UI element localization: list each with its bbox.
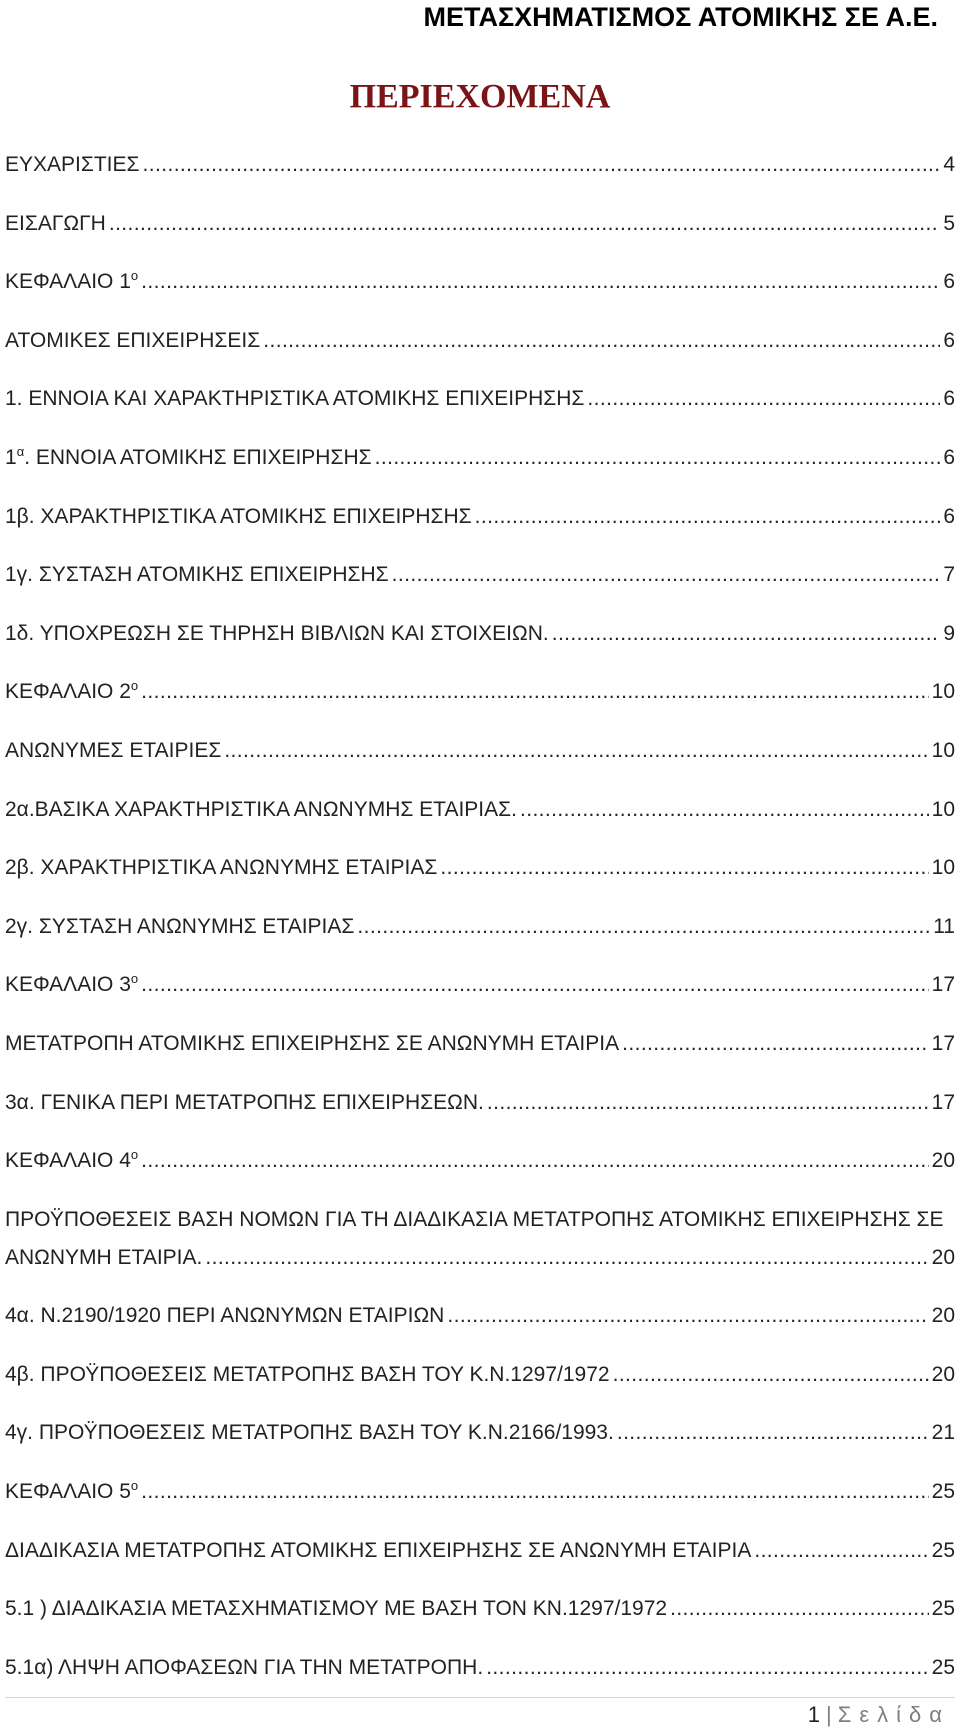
toc-entry-text	[5, 150, 140, 180]
toc-entry-superscript: ο	[130, 1478, 139, 1494]
toc-entry-title: 2α.ΒΑΣΙΚΑ ΧΑΡΑΚΤΗΡΙΣΤΙΚΑ ΑΝΩΝΥΜΗΣ ΕΤΑΙΡΙΑΣ.	[5, 797, 517, 821]
toc-entry-text	[5, 1477, 138, 1507]
toc-page-number: 17	[931, 1031, 955, 1055]
toc-entry-line-2	[5, 1243, 955, 1273]
toc-page-number: 6	[943, 445, 955, 469]
toc-leader-dots	[263, 326, 940, 356]
toc-leader-dots	[143, 150, 941, 180]
toc-page-number: 5	[943, 211, 955, 235]
toc-page-number: 25	[931, 1480, 955, 1504]
toc-entry[interactable]	[5, 1029, 955, 1059]
toc-title: ΠΕΡΙΕΧΟΜΕΝΑ	[349, 78, 611, 115]
toc-leader-dots	[392, 560, 941, 590]
toc-leader-dots	[475, 502, 941, 532]
toc-entry-text	[5, 795, 517, 825]
toc-entry-title: 4β. ΠΡΟΫΠΟΘΕΣΕΙΣ ΜΕΤΑΤΡΟΠΗΣ ΒΑΣΗ ΤΟΥ Κ.Ν.1297/1972	[5, 1362, 610, 1386]
toc-entry-title: 4γ. ΠΡΟΫΠΟΘΕΣΕΙΣ ΜΕΤΑΤΡΟΠΗΣ ΒΑΣΗ ΤΟΥ Κ.Ν.2166/1993.	[5, 1421, 614, 1445]
toc-entry[interactable]	[5, 1653, 955, 1683]
toc-leader-dots	[141, 677, 929, 707]
toc-page-number: 25	[931, 1538, 955, 1562]
page-number: 1	[807, 1702, 821, 1727]
toc-leader-dots	[205, 1243, 928, 1273]
toc-entry[interactable]	[5, 912, 955, 942]
toc-leader-dots	[224, 736, 928, 766]
toc-entry-title: ΚΕΦΑΛΑΙΟ 5	[5, 1480, 131, 1504]
toc-entry[interactable]	[5, 560, 955, 590]
toc-entry-text	[5, 1029, 619, 1059]
toc-entry-title: ΚΕΦΑΛΑΙΟ 2	[5, 680, 131, 704]
toc-entry-title: 5.1α) ΛΗΨΗ ΑΠΟΦΑΣΕΩΝ ΓΙΑ ΤΗΝ ΜΕΤΑΤΡΟΠΗ.	[5, 1655, 484, 1679]
toc-leader-dots	[486, 1653, 928, 1683]
toc-page-number: 20	[931, 1362, 955, 1386]
toc-entry-superscript: ο	[130, 678, 139, 694]
toc-entry-text	[5, 1536, 751, 1566]
toc-entry-text	[5, 853, 437, 883]
toc-entry-text	[5, 1594, 667, 1624]
toc-entry-text	[5, 677, 138, 707]
toc-page-number: 6	[943, 270, 955, 294]
toc-entry-text	[5, 619, 549, 649]
toc-entry[interactable]	[5, 1418, 955, 1448]
toc-entry[interactable]	[5, 443, 955, 473]
toc-page-number: 11	[933, 914, 955, 938]
toc-entry-title: 5.1 ) ΔΙΑΔΙΚΑΣΙΑ ΜΕΤΑΣΧΗΜΑΤΙΣΜΟΥ ΜΕ ΒΑΣΗ ΤΟΝ ΚΝ.1297/1972	[5, 1597, 668, 1621]
toc-leader-dots	[587, 384, 940, 414]
toc-entry-text	[5, 326, 260, 356]
toc-entry-superscript: ο	[130, 971, 139, 987]
toc-page-number: 10	[931, 797, 955, 821]
toc-entry-title: 1	[5, 445, 17, 469]
toc-entry-text	[5, 1208, 944, 1231]
toc-leader-dots	[617, 1418, 929, 1448]
toc-entry-title: ΕΥΧΑΡΙΣΤΙΕΣ	[5, 153, 140, 176]
toc-page-number: 7	[943, 563, 955, 587]
toc-leader-dots	[141, 1146, 929, 1176]
toc-leader-dots	[357, 912, 930, 942]
toc-leader-dots	[109, 209, 940, 239]
toc-leader-dots	[440, 853, 928, 883]
toc-entry-title: ΚΕΦΑΛΑΙΟ 1	[5, 270, 131, 294]
toc-page-number: 4	[943, 153, 955, 176]
toc-entry-title: ΚΕΦΑΛΑΙΟ 4	[5, 1149, 131, 1173]
toc-entry-text	[5, 1088, 484, 1118]
toc-entry-title-continued: ΑΝΩΝΥΜΗ ΕΤΑΙΡΙΑ.	[5, 1245, 203, 1269]
toc-leader-dots	[520, 795, 929, 825]
toc-entry-text	[5, 1418, 614, 1448]
toc-entry[interactable]	[5, 1594, 955, 1624]
toc-entry-line-1	[5, 1205, 955, 1235]
toc-entry[interactable]	[5, 209, 955, 239]
toc-entry-text	[5, 970, 138, 1000]
toc-entry-text	[5, 1301, 444, 1331]
toc-entry-text	[5, 736, 221, 766]
toc-entry-text	[5, 560, 389, 590]
toc-page-number: 20	[931, 1245, 955, 1269]
toc-leader-dots	[141, 267, 940, 297]
toc-entry-title: ΚΕΦΑΛΑΙΟ 3	[5, 973, 131, 997]
toc-entry[interactable]	[5, 1146, 955, 1176]
toc-entry[interactable]	[5, 267, 955, 297]
toc-leader-dots	[613, 1360, 929, 1390]
toc-entry-text	[5, 384, 584, 414]
toc-entry[interactable]	[5, 1301, 955, 1331]
toc-entry[interactable]	[5, 1360, 955, 1390]
toc-entry[interactable]	[5, 1536, 955, 1566]
toc-entry[interactable]	[5, 384, 955, 414]
toc-entry[interactable]	[5, 326, 955, 356]
toc-page-number: 20	[931, 1149, 955, 1173]
toc-leader-dots	[552, 619, 941, 649]
toc-page-number: 20	[931, 1304, 955, 1328]
toc-entry-title: ΔΙΑΔΙΚΑΣΙΑ ΜΕΤΑΤΡΟΠΗΣ ΑΤΟΜΙΚΗΣ ΕΠΙΧΕΙΡΗΣΗΣ ΣΕ ΑΝΩΝΥΜΗ ΕΤΑΙΡΙΑ	[5, 1538, 752, 1562]
toc-entry-text	[5, 443, 372, 473]
toc-page-number: 10	[931, 738, 955, 762]
toc-entry-title-rest: . ΕΝΝΟΙΑ ΑΤΟΜΙΚΗΣ ΕΠΙΧΕΙΡΗΣΗΣ	[24, 445, 372, 469]
toc-page-number: 6	[943, 387, 955, 411]
toc-entry-superscript: ο	[130, 268, 139, 284]
toc-entry-title: 1γ. ΣΥΣΤΑΣΗ ΑΤΟΜΙΚΗΣ ΕΠΙΧΕΙΡΗΣΗΣ	[5, 563, 389, 587]
toc-entry-title: 1δ. ΥΠΟΧΡΕΩΣΗ ΣΕ ΤΗΡΗΣΗ ΒΙΒΛΙΩΝ ΚΑΙ ΣΤΟΙΧΕΙΩΝ.	[5, 621, 549, 645]
toc-entry[interactable]	[5, 970, 955, 1000]
toc-page-number: 9	[943, 621, 955, 645]
toc-page-number: 17	[931, 973, 955, 997]
toc-entry[interactable]	[5, 795, 955, 825]
toc-entry-title: ΜΕΤΑΤΡΟΠΗ ΑΤΟΜΙΚΗΣ ΕΠΙΧΕΙΡΗΣΗΣ ΣΕ ΑΝΩΝΥΜΗ ΕΤΑΙΡΙΑ	[5, 1031, 620, 1055]
toc-entry[interactable]	[5, 150, 955, 180]
toc-leader-dots	[447, 1301, 928, 1331]
toc-entry-title: 1. ΕΝΝΟΙΑ ΚΑΙ ΧΑΡΑΚΤΗΡΙΣΤΙΚΑ ΑΤΟΜΙΚΗΣ ΕΠΙΧΕΙΡΗΣΗΣ	[5, 387, 585, 411]
toc-leader-dots	[375, 443, 941, 473]
toc-page-number: 10	[931, 680, 955, 704]
toc-entry-title: ΑΤΟΜΙΚΕΣ ΕΠΙΧΕΙΡΗΣΕΙΣ	[5, 328, 261, 352]
toc-page-number: 25	[931, 1655, 955, 1679]
toc-entry[interactable]	[5, 1205, 955, 1273]
toc-leader-dots	[141, 970, 929, 1000]
toc-entry[interactable]	[5, 1088, 955, 1118]
toc-entry[interactable]	[5, 502, 955, 532]
toc-entry-text	[5, 267, 138, 297]
toc-entry-title: ΠΡΟΫΠΟΘΕΣΕΙΣ ΒΑΣΗ ΝΟΜΩΝ ΓΙΑ ΤΗ ΔΙΑΔΙΚΑΣΙΑ ΜΕΤΑΤΡΟΠΗΣ ΑΤΟΜΙΚΗΣ ΕΠΙΧΕΙΡΗΣΗΣ ΣΕ	[5, 1207, 944, 1231]
running-header: ΜΕΤΑΣΧΗΜΑΤΙΣΜΟΣ ΑΤΟΜΙΚΗΣ ΣΕ Α.Ε.	[423, 2, 938, 32]
toc-entry[interactable]	[5, 736, 955, 766]
toc-entry[interactable]	[5, 619, 955, 649]
toc-entry[interactable]	[5, 853, 955, 883]
toc-entry-title: ΑΝΩΝΥΜΕΣ ΕΤΑΙΡΙΕΣ	[5, 738, 222, 762]
toc-leader-dots	[754, 1536, 928, 1566]
toc-entry-superscript: ο	[130, 1147, 139, 1163]
toc-leader-dots	[487, 1088, 929, 1118]
toc-entry-title: 4α. Ν.2190/1920 ΠΕΡΙ ΑΝΩΝΥΜΩΝ ΕΤΑΙΡΙΩΝ	[5, 1304, 445, 1328]
toc-entry-text	[5, 502, 472, 532]
toc-entry[interactable]	[5, 677, 955, 707]
toc-page-number: 6	[943, 504, 955, 528]
toc-entry-text	[5, 1146, 138, 1176]
toc-entry-title: 2γ. ΣΥΣΤΑΣΗ ΑΝΩΝΥΜΗΣ ΕΤΑΙΡΙΑΣ	[5, 914, 355, 938]
footer-separator: |	[826, 1702, 832, 1727]
table-of-contents	[5, 150, 955, 1711]
toc-entry-title: 1β. ΧΑΡΑΚΤΗΡΙΣΤΙΚΑ ΑΤΟΜΙΚΗΣ ΕΠΙΧΕΙΡΗΣΗΣ	[5, 504, 472, 528]
toc-leader-dots	[622, 1029, 929, 1059]
toc-entry-text	[5, 912, 354, 942]
page-word: Σελίδα	[837, 1702, 950, 1727]
toc-entry[interactable]	[5, 1477, 955, 1507]
footer-divider	[5, 1697, 955, 1698]
toc-leader-dots	[670, 1594, 929, 1624]
toc-entry-text	[5, 1653, 483, 1683]
toc-page-number: 17	[931, 1090, 955, 1114]
toc-entry-title: 2β. ΧΑΡΑΚΤΗΡΙΣΤΙΚΑ ΑΝΩΝΥΜΗΣ ΕΤΑΙΡΙΑΣ	[5, 856, 438, 880]
toc-entry-title: 3α. ΓΕΝΙΚΑ ΠΕΡΙ ΜΕΤΑΤΡΟΠΗΣ ΕΠΙΧΕΙΡΗΣΕΩΝ.	[5, 1090, 484, 1114]
toc-page-number: 21	[931, 1421, 955, 1445]
toc-page-number: 25	[931, 1597, 955, 1621]
toc-entry-superscript: α	[16, 443, 25, 459]
toc-entry-text	[5, 209, 106, 239]
toc-entry-text	[5, 1360, 610, 1390]
toc-page-number: 6	[943, 328, 955, 352]
page-footer	[808, 1702, 950, 1728]
toc-leader-dots	[141, 1477, 929, 1507]
toc-page-number: 10	[931, 856, 955, 880]
toc-entry-title: ΕΙΣΑΓΩΓΗ	[5, 211, 106, 235]
